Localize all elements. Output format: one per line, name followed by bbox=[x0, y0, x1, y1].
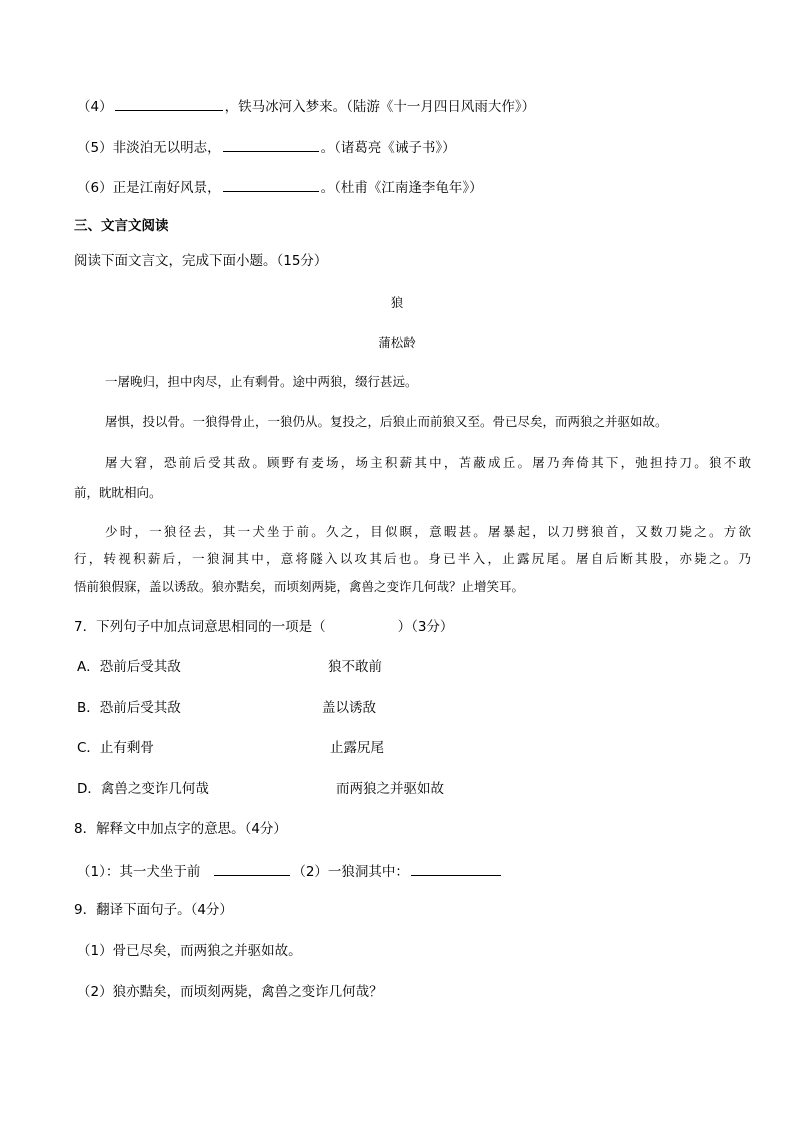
option-d-right: 而两狼之并驱如故 bbox=[336, 781, 444, 797]
item-text: 。（杜甫《江南逢李龟年》） bbox=[320, 180, 483, 196]
option-d-left[interactable]: D．禽兽之变诈几何哉 bbox=[77, 781, 209, 797]
passage-author: 蒲松龄 bbox=[378, 335, 416, 350]
item-text: 非淡泊无以明志， bbox=[112, 140, 221, 156]
translation-sentence-2: （2）狼亦黠矣，而顷刻两毙，禽兽之变诈几何哉？ bbox=[77, 984, 383, 1000]
item-text: 。（诸葛亮《诫子书》） bbox=[320, 140, 456, 156]
sub-question-2: （2）一狼洞其中： bbox=[292, 864, 409, 880]
passage-paragraph-4-cont: 行，转视积薪后，一狼洞其中，意将隧入以攻其后也。身已半入，止露尻尾。屠自后断其股，亦毙之。乃 bbox=[74, 551, 751, 566]
passage-paragraph-3-cont: 前，眈眈相向。 bbox=[74, 485, 162, 500]
option-c-left[interactable]: C．止有剩骨 bbox=[77, 740, 154, 756]
item-number: （4） bbox=[77, 99, 113, 115]
answer-blank[interactable] bbox=[223, 137, 319, 152]
option-b-left[interactable]: B．恐前后受其敌 bbox=[77, 700, 181, 716]
passage-paragraph-2: 屠惧，投以骨。一狼得骨止，一狼仍从。复投之，后狼止而前狼又至。骨已尽矣，而两狼之并驱如故。 bbox=[105, 414, 668, 429]
option-a-right: 狼不敢前 bbox=[328, 659, 382, 675]
sub-question-1: （1）：其一犬坐于前 bbox=[77, 864, 201, 880]
item-text: 正是江南好风景， bbox=[112, 180, 221, 196]
item-number: （6） bbox=[77, 180, 113, 196]
item-text: ，铁马冰河入梦来。（陆游《十一月四日风雨大作》） bbox=[224, 99, 536, 115]
passage-paragraph-1: 一屠晚归，担中肉尽，止有剩骨。途中两狼，缀行甚远。 bbox=[105, 374, 418, 389]
passage-paragraph-3: 屠大窘，恐前后受其敌。顾野有麦场，场主积薪其中，苫蔽成丘。屠乃奔倚其下，弛担持刀。狼不敢 bbox=[105, 455, 751, 470]
passage-paragraph-4-cont: 悟前狼假寐，盖以诱敌。狼亦黠矣，而顷刻两毙，禽兽之变诈几何哉？止增笑耳。 bbox=[74, 579, 525, 594]
question-8-parts bbox=[77, 861, 503, 881]
translation-sentence-1: （1）骨已尽矣，而两狼之并驱如故。 bbox=[77, 943, 302, 959]
passage-title: 狼 bbox=[390, 295, 404, 310]
question-9-stem: 9．翻译下面句子。（4分） bbox=[74, 902, 233, 918]
question-8-stem: 8．解释文中加点字的意思。（4分） bbox=[74, 821, 287, 837]
section-instruction: 阅读下面文言文，完成下面小题。（15分） bbox=[74, 253, 328, 269]
answer-blank[interactable] bbox=[214, 861, 290, 876]
fill-in-item-4 bbox=[77, 96, 535, 116]
fill-in-item-5 bbox=[77, 137, 456, 157]
item-number: （5） bbox=[77, 140, 113, 156]
question-text: 7．下列句子中加点词意思相同的一项是（ bbox=[74, 619, 326, 635]
answer-blank[interactable] bbox=[411, 861, 501, 876]
option-a-left[interactable]: A．恐前后受其敌 bbox=[77, 659, 181, 675]
option-b-right: 盖以诱敌 bbox=[322, 700, 376, 716]
question-text: ）（3分） bbox=[397, 619, 454, 635]
option-c-right: 止露尻尾 bbox=[330, 740, 384, 756]
fill-in-item-6 bbox=[77, 177, 483, 197]
answer-blank[interactable] bbox=[115, 96, 223, 111]
section-heading: 三、文言文阅读 bbox=[74, 218, 169, 234]
passage-paragraph-4: 少时，一狼径去，其一犬坐于前。久之，目似瞑，意暇甚。屠暴起，以刀劈狼首，又数刀毙之。方欲 bbox=[105, 524, 751, 539]
question-7-stem bbox=[74, 618, 453, 636]
answer-blank[interactable] bbox=[223, 177, 319, 192]
